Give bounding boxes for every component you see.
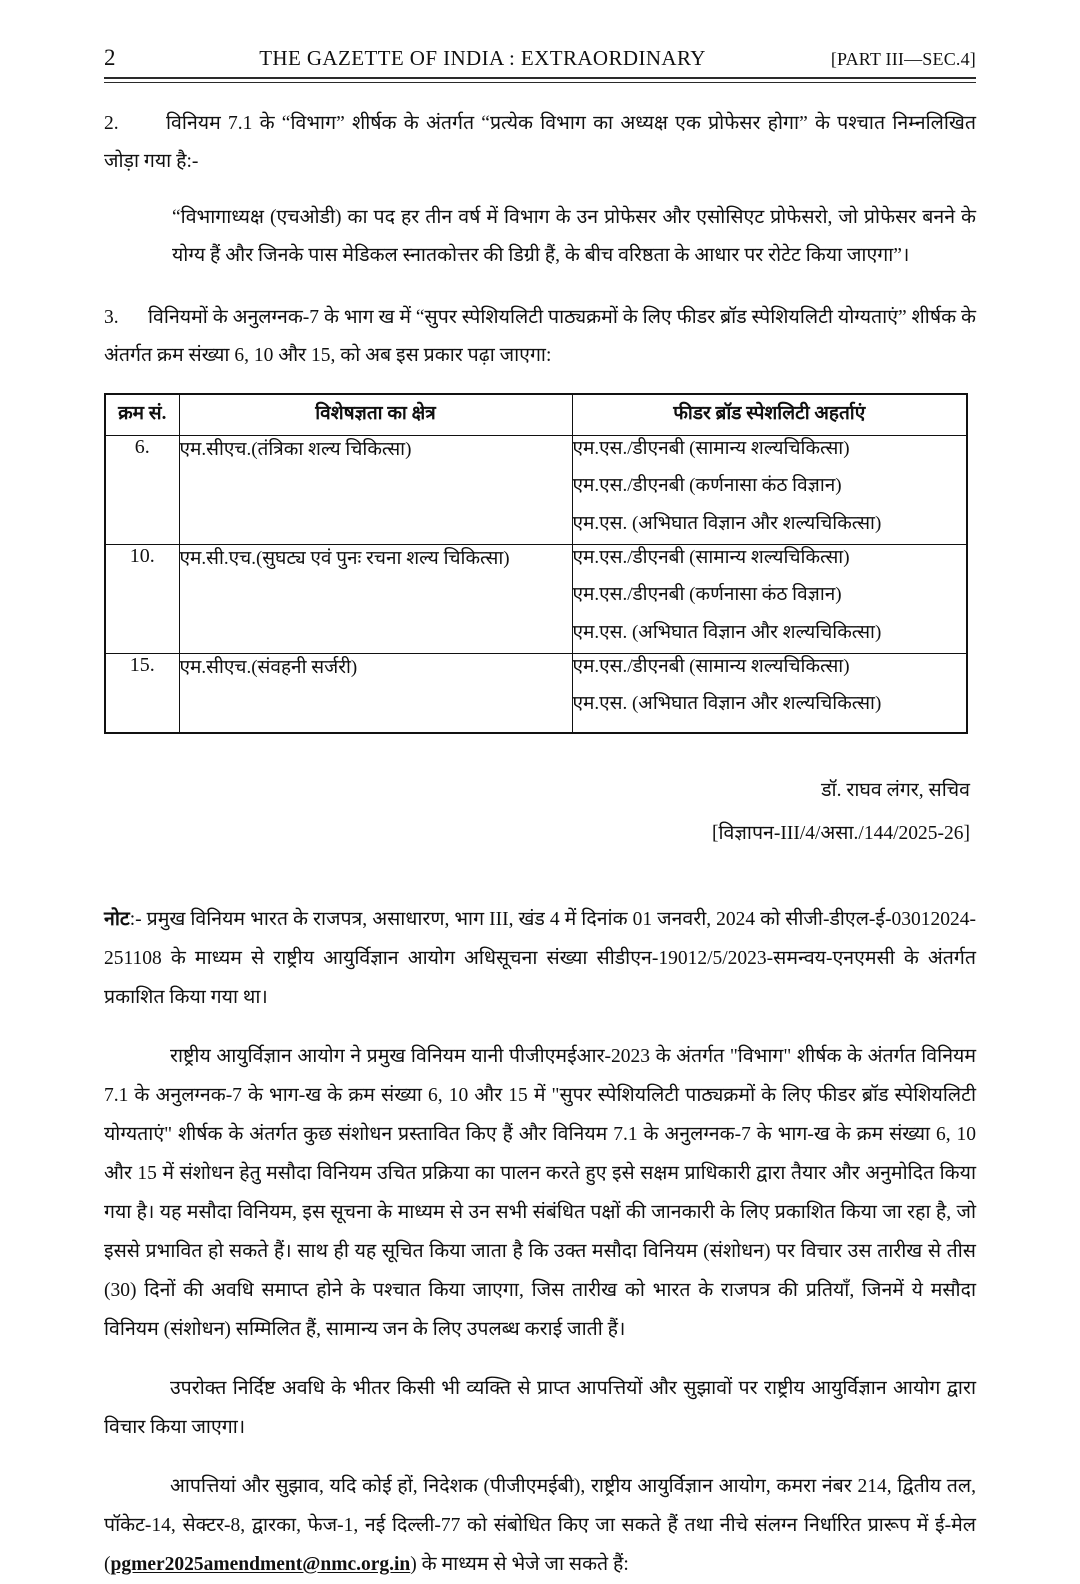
note-paragraph <box>104 900 976 1017</box>
table-col-sn: क्रम सं. <box>105 394 179 435</box>
gazette-title: THE GAZETTE OF INDIA : EXTRAORDINARY <box>259 46 706 70</box>
table-col-field: विशेषज्ञता का क्षेत्र <box>179 394 572 435</box>
qual-item: एम.एस. (अभिघात विज्ञान और शल्यचिकित्सा) <box>572 693 882 715</box>
row-sn: 6. <box>105 435 179 544</box>
clause-3 <box>104 299 976 375</box>
clause-2-number: 2. <box>104 113 119 134</box>
header-divider <box>104 77 976 83</box>
signature-block <box>104 770 976 856</box>
body-paragraph-2: उपरोक्त निर्दिष्ट अवधि के भीतर किसी भी व्यक्ति से प्राप्त आपत्तियों और सुझावों पर राष्ट्रीय आयुर्विज्ञान आयोग द्वारा विचार किया जाएगा। <box>104 1377 976 1438</box>
specialty-table-wrapper <box>104 393 966 734</box>
body-paragraph-3-lead: आपत्तियां और सुझाव, यदि कोई हों, निदेशक (पीजीएमईबी), राष्ट्रीय आयुर्विज्ञान आयोग, कमरा नंबर 214, द्वितीय तल, पॉकेट-14, सेक्टर-8, द्वारका, फेज-1, नई दिल्ली-77 को संबोधित किए जा सकते हैं तथा नीचे संलग्न निर्धारित प्रारूप में ई-मेल ( <box>104 1475 976 1575</box>
body-paragraph-3 <box>104 1467 976 1584</box>
row-sn: 15. <box>105 653 179 733</box>
qual-item: एम.एस./डीएनबी (कर्णनासा कंठ विज्ञान) <box>572 584 842 606</box>
note-label: नोट <box>104 908 130 930</box>
clause-2-quote: “विभागाध्यक्ष (एचओडी) का पद हर तीन वर्ष में विभाग के उन प्रोफेसर और एसोसिएट प्रोफेसरो, जो प्रोफेसर बनने के योग्य हैं और जिनके पास मेडिकल स्नातकोत्तर की डिग्री हैं, के बीच वरिष्ठता के आधार पर रोटेट किया जाएगा”। <box>172 207 976 267</box>
page-number: 2 <box>104 45 116 70</box>
qual-item: एम.एस./डीएनबी (सामान्य शल्यचिकित्सा) <box>572 546 850 568</box>
part-section-label: [PART III—SEC.4] <box>830 49 976 69</box>
page-content <box>104 46 976 1584</box>
specialty-table <box>104 393 968 734</box>
row-field: एम.सीएच.(तंत्रिका शल्य चिकित्सा) <box>179 435 572 544</box>
clause-2 <box>104 105 976 181</box>
row-quals <box>572 435 967 544</box>
qual-item: एम.एस. (अभिघात विज्ञान और शल्यचिकित्सा) <box>572 622 882 644</box>
table-row <box>105 435 967 544</box>
table-col-quals: फीडर ब्रॉड स्पेशलिटी अहर्ताएं <box>572 394 967 435</box>
body-paragraph-1: राष्ट्रीय आयुर्विज्ञान आयोग ने प्रमुख विनियम यानी पीजीएमईआर-2023 के अंतर्गत "विभाग" शीर्षक के अंतर्गत विनियम 7.1 के अनुलग्नक-7 के भाग-ख के क्रम संख्या 6, 10 और 15 में "सुपर स्पेशियलिटी पाठ्यक्रमों के लिए फीडर ब्रॉड स्पेशियलिटी योग्यताएं" शीर्षक के अंतर्गत कुछ संशोधन प्रस्तावित किए हैं और विनियम 7.1 के अनुलग्नक-7 के भाग-ख के क्रम संख्या 6, 10 और 15 में संशोधन हेतु मसौदा विनियम उचित प्रक्रिया का पालन करते हुए इसे सक्षम प्राधिकारी द्वारा तैयार और अनुमोदित किया गया है। यह मसौदा विनियम, इस सूचना के माध्यम से उन सभी संबंधित पक्षों की जानकारी के लिए प्रकाशित किया जा रहा है, जो इससे प्रभावित हो सकते हैं। साथ ही यह सूचित किया जाता है कि उक्त मसौदा विनियम (संशोधन) पर विचार उस तारीख से तीस (30) दिनों की अवधि समाप्त होने के पश्चात किया जाएगा, जिस तारीख को भारत के राजपत्र की प्रतियाँ, जिनमें ये मसौदा विनियम (संशोधन) सम्मिलित हैं, सामान्य जन के लिए उपलब्ध कराई जाती हैं। <box>104 1045 976 1340</box>
qual-item: एम.एस./डीएनबी (सामान्य शल्यचिकित्सा) <box>572 655 850 677</box>
note-text: :- प्रमुख विनियम भारत के राजपत्र, असाधारण, भाग III, खंड 4 में दिनांक 01 जनवरी, 2024 को सीजी-डीएल-ई-03012024-251108 के माध्यम से राष्ट्रीय आयुर्विज्ञान आयोग अधिसूचना संख्या सीडीएन-19012/5/2023-समन्वय-एनएमसी के अंतर्गत प्रकाशित किया गया था। <box>104 908 976 1008</box>
clause-2-text: विनियम 7.1 के “विभाग” शीर्षक के अंतर्गत “प्रत्येक विभाग का अध्यक्ष एक प्रोफेसर होगा” के पश्चात निम्नलिखित जोड़ा गया है:- <box>104 113 976 173</box>
row-field: एम.सी.एच.(सुघट्य एवं पुनः रचना शल्य चिकित्सा) <box>179 544 572 653</box>
running-header <box>104 46 976 71</box>
signatory-name: डॉ. राघव लंगर, सचिव <box>821 779 970 801</box>
qual-item: एम.एस./डीएनबी (कर्णनासा कंठ विज्ञान) <box>572 475 842 497</box>
body-paragraph-3-tail: ) के माध्यम से भेजे जा सकते हैं: <box>410 1553 629 1575</box>
qual-item: एम.एस./डीएनबी (सामान्य शल्यचिकित्सा) <box>572 437 850 459</box>
advertisement-reference: [विज्ञापन-III/4/असा./144/2025-26] <box>712 822 970 844</box>
table-header-row <box>105 394 967 435</box>
row-field: एम.सीएच.(संवहनी सर्जरी) <box>179 653 572 733</box>
row-sn: 10. <box>105 544 179 653</box>
clause-3-text: विनियमों के अनुलग्नक-7 के भाग ख में “सुपर स्पेशियलिटी पाठ्यक्रमों के लिए फीडर ब्रॉड स्पेशियलिटी योग्यताएं” शीर्षक के अंतर्गत क्रम संख्या 6, 10 और 15, को अब इस प्रकार पढ़ा जाएगा: <box>104 307 976 367</box>
clause-3-number: 3. <box>104 307 119 329</box>
table-row <box>105 653 967 733</box>
table-row <box>105 544 967 653</box>
qual-item: एम.एस. (अभिघात विज्ञान और शल्यचिकित्सा) <box>572 513 882 535</box>
contact-email[interactable]: pgmer2025amendment@nmc.org.in <box>110 1553 411 1575</box>
row-quals <box>572 544 967 653</box>
row-quals <box>572 653 967 733</box>
